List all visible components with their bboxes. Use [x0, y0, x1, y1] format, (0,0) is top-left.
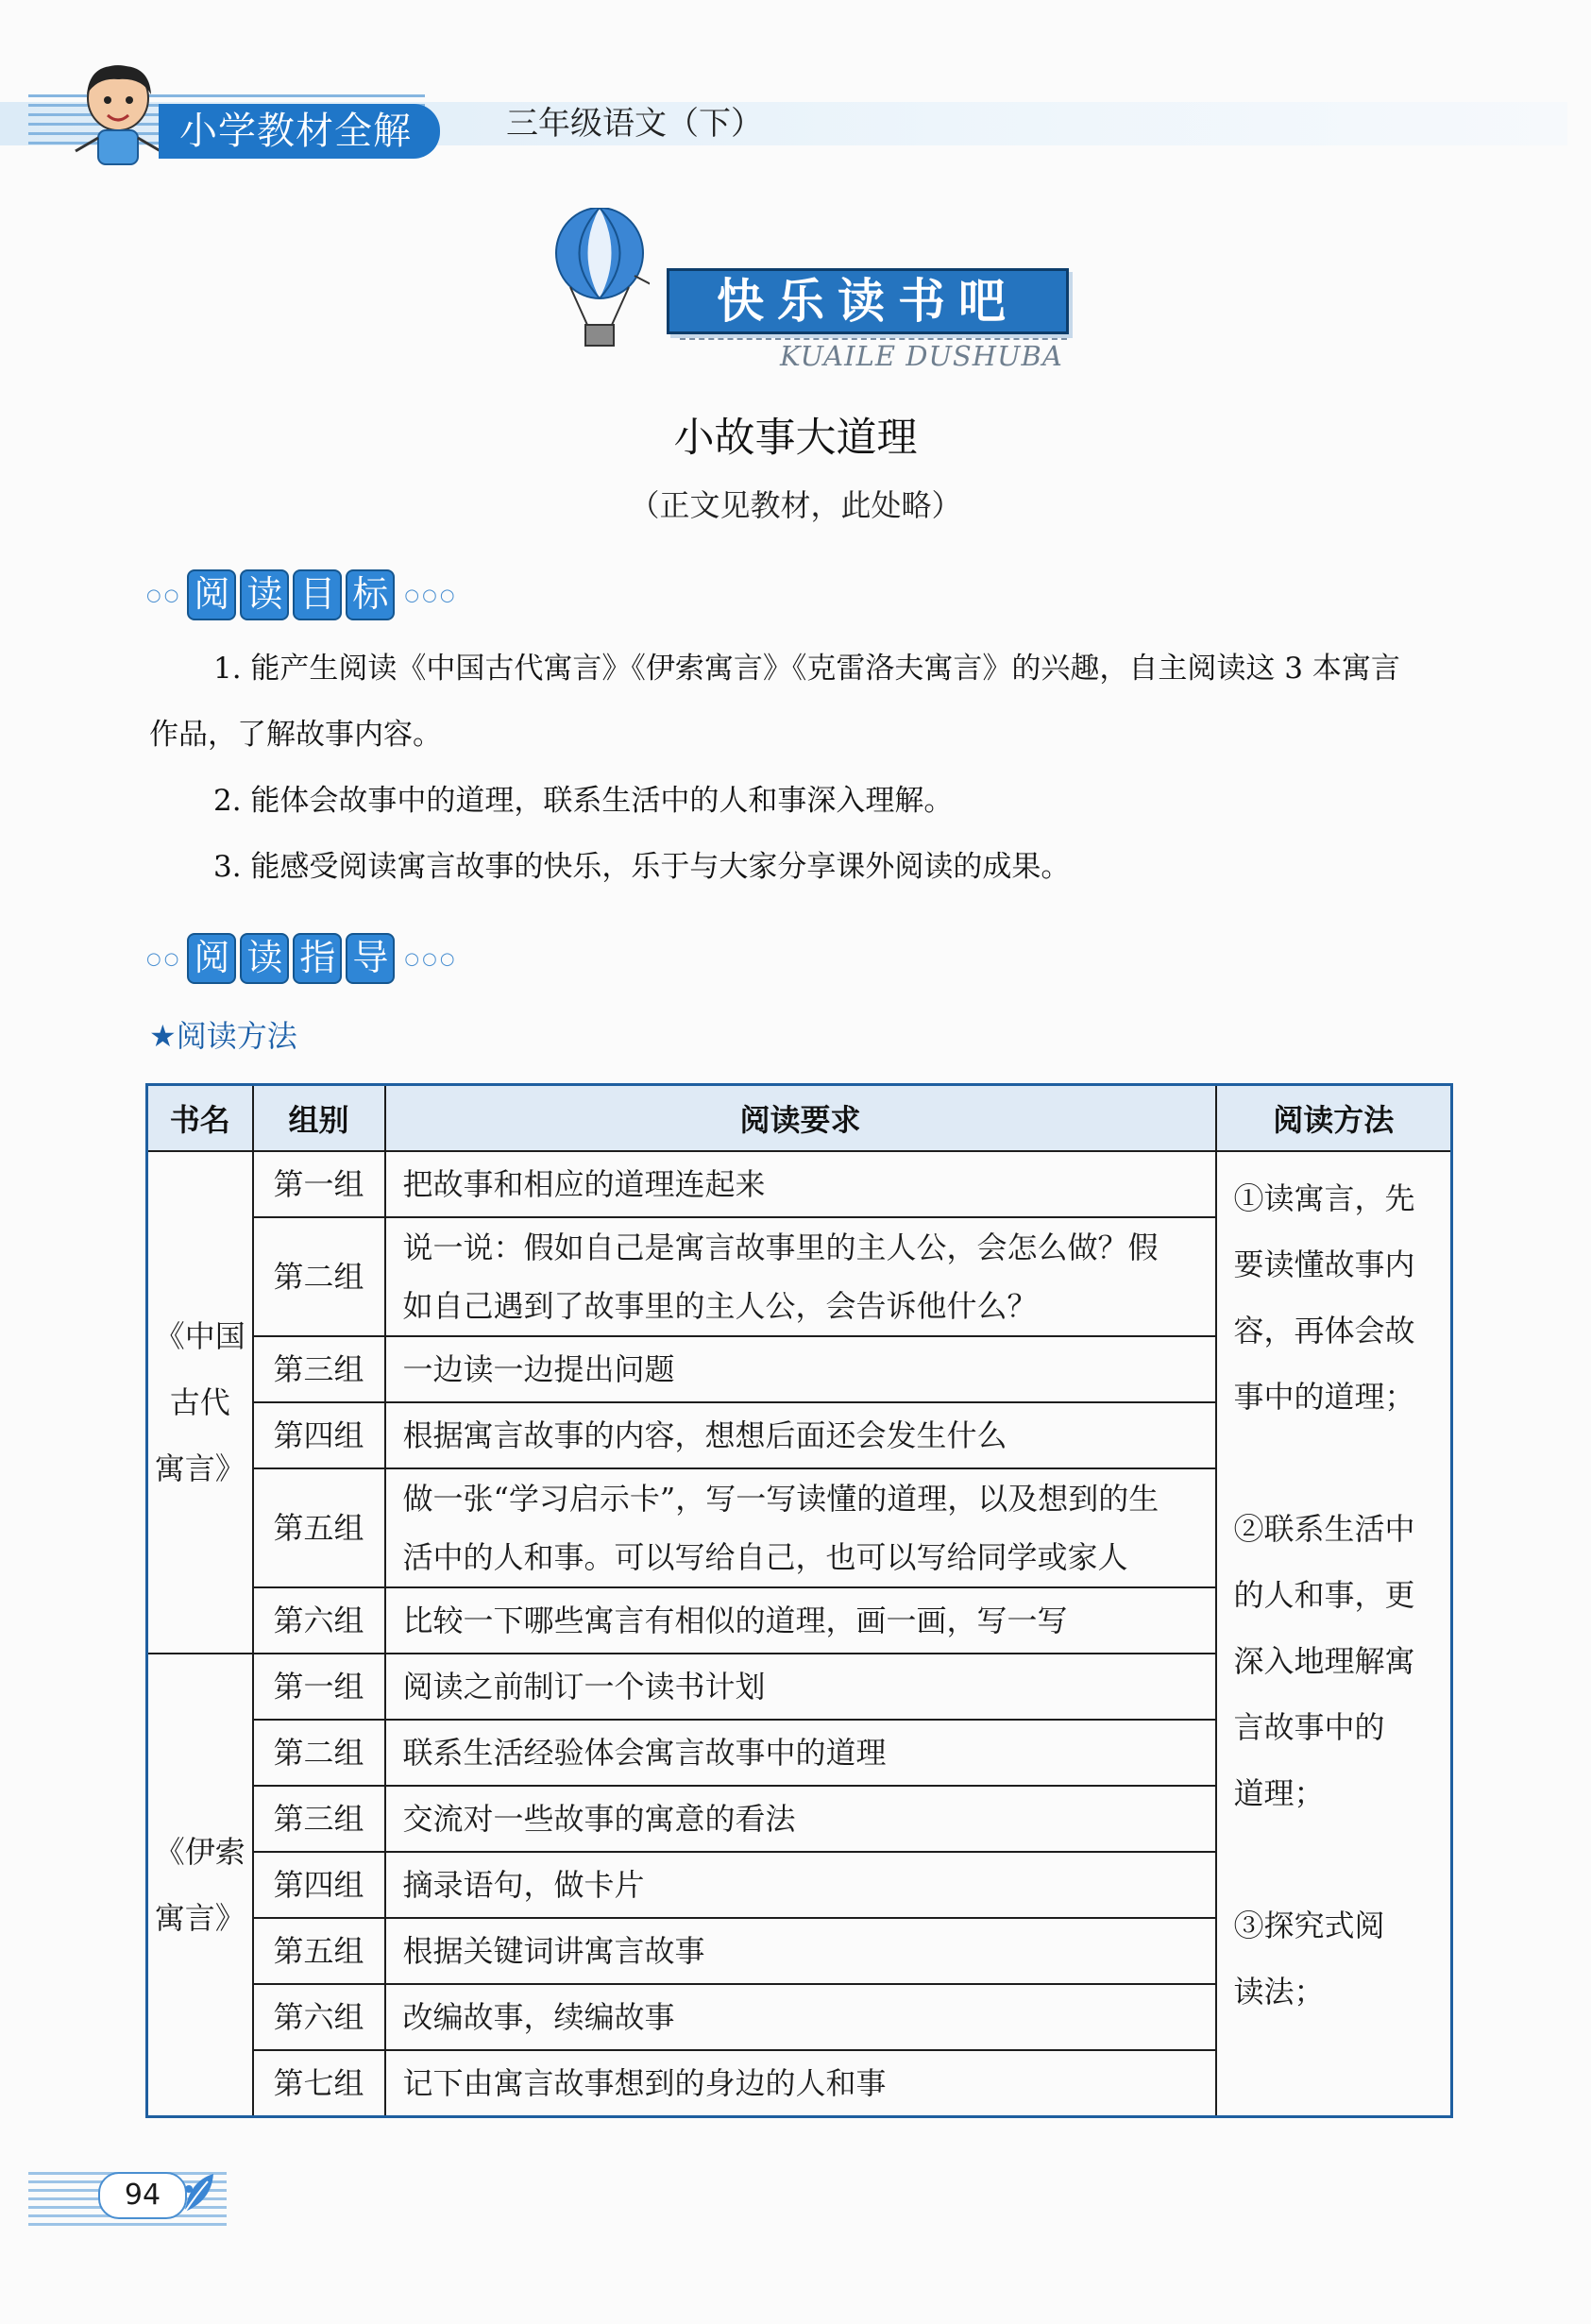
requirement-line: 联系生活经验体会寓言故事中的道理 — [402, 1735, 887, 1771]
book-series-brand: 小学教材全解 — [159, 104, 440, 159]
goal-item-2: 2. 能体会故事中的道理，联系生活中的人和事深入理解。 — [213, 784, 954, 818]
book-name-line: 《伊索 — [154, 1834, 245, 1870]
book-name-line: 《中国 — [154, 1318, 245, 1354]
group-cell: 第五组 — [253, 1468, 385, 1587]
method-line: 读法； — [1233, 1974, 1325, 2010]
heading-char: 指 — [293, 933, 342, 984]
requirement-line: 做一张“学习启示卡”，写一写读懂的道理，以及想到的生 — [402, 1481, 1159, 1517]
requirement-line: 说一说：假如自己是寓言故事里的主人公，会怎么做？假 — [402, 1230, 1159, 1265]
table-row — [147, 1151, 1452, 1217]
banner-pinyin: KUAILE DUSHUBA — [780, 340, 1063, 372]
reading-method-table — [145, 1083, 1453, 2118]
group-cell: 第六组 — [253, 1587, 385, 1654]
leaf-icon — [179, 2170, 217, 2217]
heading-char: 导 — [346, 933, 395, 984]
requirement-line: 交流对一些故事的寓意的看法 — [402, 1801, 796, 1837]
group-cell: 第四组 — [253, 1402, 385, 1468]
page-title: 小故事大道理 — [673, 415, 918, 462]
decor-dots: ○○○ — [404, 585, 458, 605]
method-line: 的人和事，更 — [1233, 1577, 1415, 1613]
section-heading-reading-guide — [146, 931, 458, 986]
group-cell: 第二组 — [253, 1217, 385, 1336]
page-number: 94 — [98, 2172, 187, 2219]
requirement-cell — [385, 1468, 1216, 1587]
heading-char: 目 — [293, 569, 342, 620]
section-heading-reading-goals — [146, 568, 458, 622]
requirement-line: 阅读之前制订一个读书计划 — [402, 1669, 766, 1705]
group-cell: 第一组 — [253, 1151, 385, 1217]
requirement-cell — [385, 1720, 1216, 1786]
col-header-book: 书名 — [147, 1085, 253, 1152]
table-header-row — [147, 1085, 1452, 1152]
requirement-cell — [385, 1336, 1216, 1402]
col-header-group: 组别 — [253, 1085, 385, 1152]
col-header-method: 阅读方法 — [1216, 1085, 1452, 1152]
book-name-cell — [147, 1151, 253, 1654]
decor-dots: ○○ — [146, 948, 182, 969]
requirement-cell — [385, 1217, 1216, 1336]
requirement-cell — [385, 1654, 1216, 1720]
goal-item-1-cont: 作品，了解故事内容。 — [149, 718, 442, 752]
method-line: 深入地理解寓 — [1233, 1643, 1415, 1679]
book-name-cell — [147, 1654, 253, 2117]
group-cell: 第三组 — [253, 1786, 385, 1852]
reading-method-heading: ★阅读方法 — [149, 1018, 297, 1054]
method-line: 容，再体会故 — [1233, 1313, 1415, 1349]
heading-char: 阅 — [187, 933, 236, 984]
requirement-cell — [385, 1151, 1216, 1217]
requirement-cell — [385, 1984, 1216, 2050]
requirement-line: 活中的人和事。可以写给自己，也可以写给同学或家人 — [402, 1539, 1128, 1575]
decor-dots: ○○ — [146, 585, 182, 605]
group-cell: 第四组 — [253, 1852, 385, 1918]
requirement-line: 摘录语句，做卡片 — [402, 1867, 645, 1903]
requirement-cell — [385, 2050, 1216, 2117]
requirement-line: 比较一下哪些寓言有相似的道理，画一画，写一写 — [402, 1603, 1068, 1638]
heading-char: 阅 — [187, 569, 236, 620]
method-line: ①读寓言，先 — [1233, 1180, 1415, 1216]
requirement-cell — [385, 1918, 1216, 1984]
requirement-line: 把故事和相应的道理连起来 — [402, 1166, 766, 1202]
requirement-cell — [385, 1587, 1216, 1654]
group-cell: 第二组 — [253, 1720, 385, 1786]
method-line: 事中的道理； — [1233, 1379, 1415, 1415]
decor-dots: ○○○ — [404, 948, 458, 969]
col-header-requirement: 阅读要求 — [385, 1085, 1216, 1152]
group-cell: 第七组 — [253, 2050, 385, 2117]
method-line: 要读懂故事内 — [1233, 1247, 1415, 1282]
book-name-line: 寓言》 — [154, 1900, 245, 1936]
requirement-line: 根据关键词讲寓言故事 — [402, 1933, 705, 1969]
requirement-line: 记下由寓言故事想到的身边的人和事 — [402, 2065, 887, 2101]
book-name-line: 寓言》 — [154, 1450, 245, 1486]
method-line: 言故事中的 — [1233, 1709, 1385, 1745]
requirement-cell — [385, 1786, 1216, 1852]
heading-char: 读 — [240, 933, 289, 984]
method-cell — [1216, 1151, 1452, 2117]
requirement-line: 一边读一边提出问题 — [402, 1351, 675, 1387]
method-line: 道理； — [1233, 1775, 1325, 1811]
requirement-line: 如自己遇到了故事里的主人公，会告诉他什么？ — [402, 1288, 1038, 1324]
page-subtitle: （正文见教材，此处略） — [629, 487, 962, 523]
goal-item-1: 1. 能产生阅读《中国古代寓言》《伊索寓言》《克雷洛夫寓言》的兴趣，自主阅读这 3 本寓言 — [213, 652, 1400, 686]
heading-char: 标 — [346, 569, 395, 620]
method-line: ②联系生活中 — [1233, 1511, 1415, 1547]
boy-mascot-icon — [66, 60, 170, 172]
book-name-line: 古代 — [169, 1384, 230, 1420]
requirement-cell — [385, 1402, 1216, 1468]
requirement-line: 改编故事，续编故事 — [402, 1999, 675, 2035]
group-cell: 第六组 — [253, 1984, 385, 2050]
header-subject: 三年级语文（下） — [506, 105, 763, 143]
heading-char: 读 — [240, 569, 289, 620]
group-cell: 第三组 — [253, 1336, 385, 1402]
goal-item-3: 3. 能感受阅读寓言故事的快乐，乐于与大家分享课外阅读的成果。 — [213, 850, 1071, 884]
group-cell: 第五组 — [253, 1918, 385, 1984]
hot-air-balloon-icon — [550, 208, 650, 349]
group-cell: 第一组 — [253, 1654, 385, 1720]
banner-title: 快乐读书吧 — [667, 268, 1069, 334]
method-line: ③探究式阅 — [1233, 1908, 1385, 1943]
requirement-line: 根据寓言故事的内容，想想后面还会发生什么 — [402, 1417, 1007, 1453]
requirement-cell — [385, 1852, 1216, 1918]
